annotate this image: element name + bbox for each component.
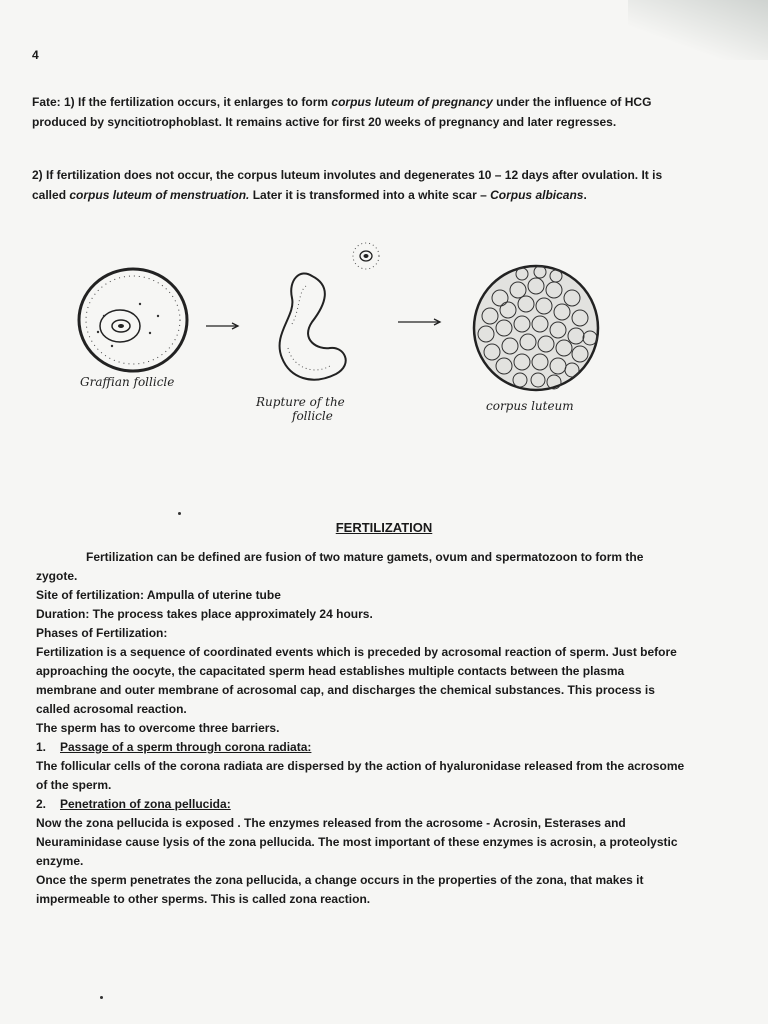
duration-line: Duration: The process takes place approximately 24 hours.	[36, 607, 373, 621]
fertilization-content	[36, 548, 686, 909]
ovary-follicle-diagram	[0, 228, 768, 438]
sequence-paragraph: Fertilization is a sequence of coordinated events which is preceded by acrosomal reaction of sperm. Just before approaching the oocyte, the capacitated sperm head establishes multiple contacts between the plasma membrane and outer membrane of acrosomal cap, and discharges the chemical substances. This process is called acrosomal reaction.	[36, 645, 677, 716]
fate-1-emphasis: corpus luteum of pregnancy	[331, 95, 493, 109]
fate-2-text: 2) If fertilization does not occur, the corpus luteum involutes and degenerates 10 – 12 days after ovulation. It is called	[32, 168, 663, 202]
step-1-title: Passage of a sperm through corona radiata:	[60, 740, 312, 754]
fate-1-text: Fate: 1) If the fertilization occurs, it enlarges to form	[32, 95, 332, 109]
site-line: Site of fertilization: Ampulla of uterine tube	[36, 588, 281, 602]
section-title: FERTILIZATION	[335, 520, 433, 535]
label-graafian-follicle: Graffian follicle	[80, 375, 175, 389]
arrow-icon	[206, 323, 238, 329]
intro-paragraph: Fertilization can be defined are fusion of two mature gamets, ovum and spermatozoon to form the zygote.	[36, 550, 644, 583]
fate-2-emphasis: corpus luteum of menstruation.	[69, 188, 250, 202]
barriers-line: The sperm has to overcome three barriers.	[36, 721, 280, 735]
scan-speck	[178, 512, 181, 515]
fate-2-end: .	[583, 188, 587, 202]
step-2-heading	[36, 795, 686, 814]
scan-shadow	[628, 0, 768, 60]
fate-paragraph-2	[32, 165, 692, 205]
step-2-number: 2.	[36, 797, 47, 811]
scan-speck	[100, 996, 103, 999]
label-rupture-line2: follicle	[292, 409, 333, 423]
step-2-paragraph-2: Once the sperm penetrates the zona pellucida, a change occurs in the properties of the zona, that makes it impermeable to other sperms. This is called zona reaction.	[36, 873, 644, 906]
corpus-luteum-drawing	[474, 266, 598, 390]
label-corpus-luteum: corpus luteum	[486, 399, 574, 413]
page-number: 4	[32, 48, 39, 62]
fate-1-rest: under the influence of HCG produced by syncitiotrophoblast. It remains active for first 20 weeks of pregnancy and later regresses.	[32, 95, 652, 129]
fate-2-mid: Later it is transformed into a white scar –	[249, 188, 491, 202]
fate-2-emphasis-2: Corpus albicans	[490, 188, 584, 202]
step-1-heading	[36, 738, 686, 757]
label-rupture-line1: Rupture of the	[256, 395, 345, 409]
fate-paragraph-1	[32, 92, 692, 132]
step-1-number: 1.	[36, 740, 47, 754]
graafian-follicle-drawing	[79, 269, 187, 371]
arrow-icon	[398, 319, 440, 325]
step-2-paragraph-1: Now the zona pellucida is exposed . The enzymes released from the acrosome - Acrosin, Esterases and Neuraminidase cause lysis of the zona pellucida. The most important of these enzymes is acrosin, a proteolystic enzyme.	[36, 816, 678, 868]
ruptured-follicle-drawing	[280, 243, 379, 380]
step-1-paragraph: The follicular cells of the corona radiata are dispersed by the action of hyaluronidase released from the acrosome of the sperm.	[36, 759, 685, 792]
step-2-title: Penetration of zona pellucida:	[60, 797, 231, 811]
phases-heading: Phases of Fertilization:	[36, 626, 168, 640]
